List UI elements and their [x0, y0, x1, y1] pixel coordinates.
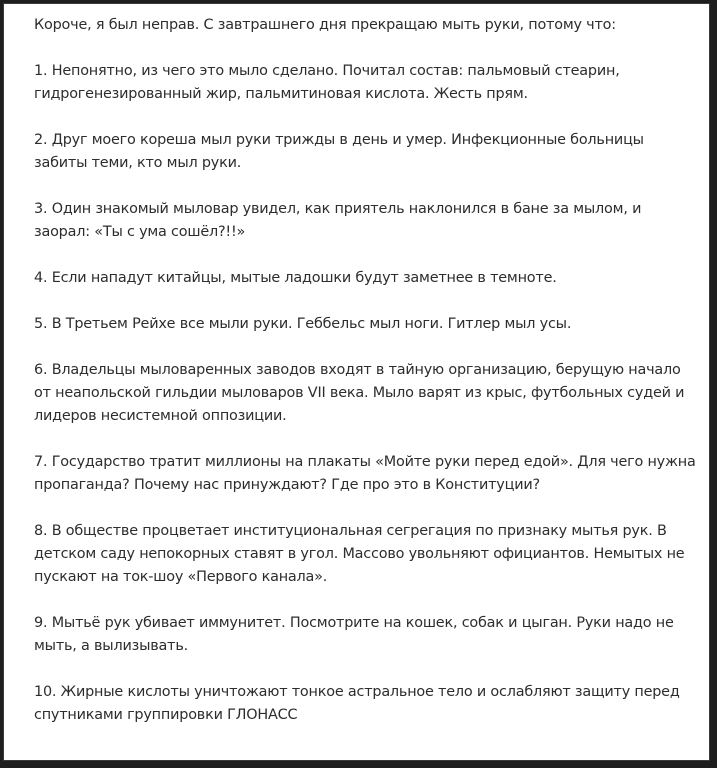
list-item: 7. Государство тратит миллионы на плакаты «Мойте руки перед едой». Для чего нужна пропаганда? Почему нас принуждают? Где про это в Конституции?	[34, 454, 696, 493]
list-item: 6. Владельцы мыловаренных заводов входят в тайную организацию, берущую начало от неапольской гильдии мыловаров VII века. Мыло варят из крыс, футбольных судей и лидеров несистемной оппозиции.	[34, 362, 685, 424]
post-frame	[4, 4, 709, 760]
list-item: 8. В обществе процветает институциональная сегрегация по признаку мытья рук. В детском саду непокорных ставят в угол. Массово увольняют официантов. Немытых не пускают на ток-шоу «Первого канала».	[34, 523, 685, 585]
list-item: 4. Если нападут китайцы, мытые ладошки будут заметнее в темноте.	[34, 270, 557, 286]
list-item: 1. Непонятно, из чего это мыло сделано. Почитал состав: пальмовый стеарин, гидрогенезированный жир, пальмитиновая кислота. Жесть прям.	[34, 63, 620, 102]
post-intro: Короче, я был неправ. С завтрашнего дня прекращаю мыть руки, потому что:	[34, 17, 616, 33]
post-text	[4, 4, 709, 727]
list-item: 9. Мытьё рук убивает иммунитет. Посмотрите на кошек, собак и цыган. Руки надо не мыть, а вылизывать.	[34, 615, 674, 654]
list-item: 2. Друг моего кореша мыл руки трижды в день и умер. Инфекционные больницы забиты теми, кто мыл руки.	[34, 132, 644, 171]
list-item: 5. В Третьем Рейхе все мыли руки. Геббельс мыл ноги. Гитлер мыл усы.	[34, 316, 572, 332]
list-item: 10. Жирные кислоты уничтожают тонкое астральное тело и ослабляют защиту перед спутниками группировки ГЛОНАСС	[34, 684, 680, 723]
list-item: 3. Один знакомый мыловар увидел, как приятель наклонился в бане за мылом, и заорал: «Ты с ума сошёл?!!»	[34, 201, 642, 240]
